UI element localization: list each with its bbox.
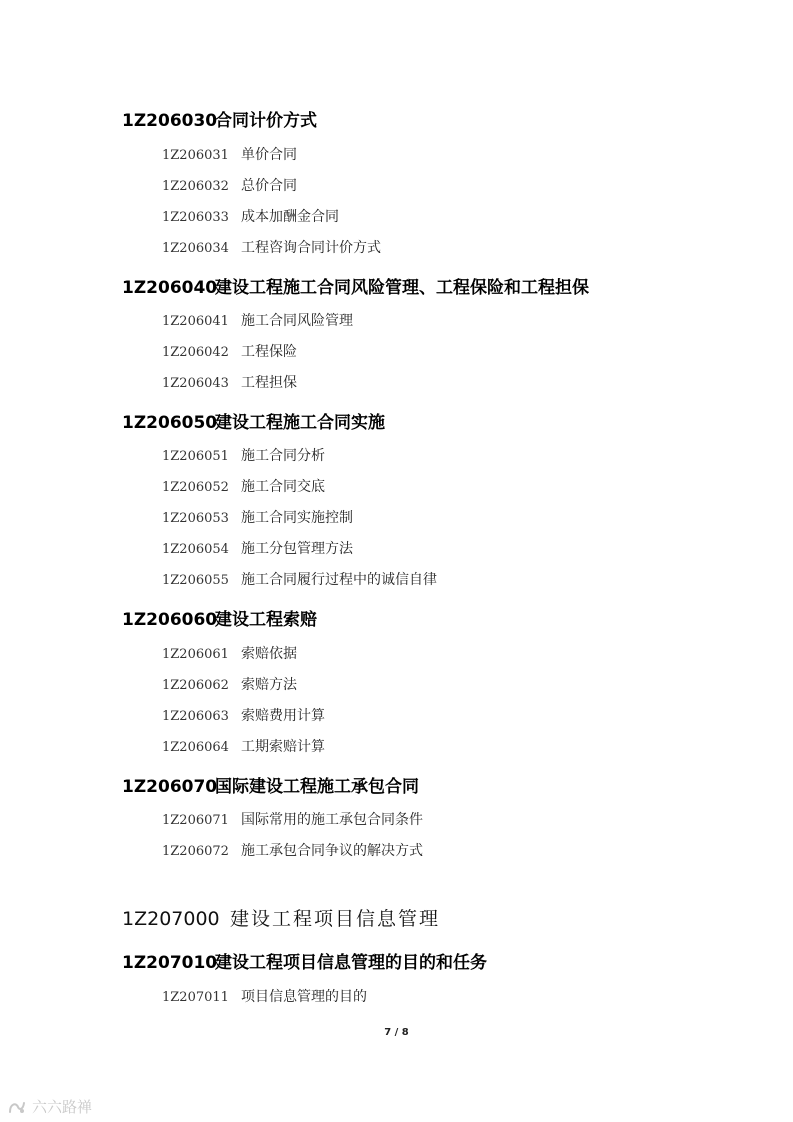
item-code: 1Z206053 [162, 511, 229, 526]
section-code: 1Z206060 [122, 610, 218, 630]
watermark-logo-icon [8, 1100, 26, 1114]
item-code: 1Z206055 [162, 573, 229, 588]
list-item [162, 476, 325, 496]
item-code: 1Z206031 [162, 148, 229, 163]
chapter-code: 1Z207000 [122, 908, 220, 930]
section-code: 1Z206050 [122, 413, 218, 433]
item-code: 1Z206052 [162, 480, 229, 495]
list-item [162, 705, 325, 725]
list-item [162, 569, 437, 589]
section-code: 1Z206070 [122, 777, 218, 797]
item-title: 工程咨询合同计价方式 [241, 240, 381, 256]
section-heading [122, 106, 317, 131]
item-code: 1Z206071 [162, 813, 229, 828]
item-code: 1Z206072 [162, 844, 229, 859]
item-title: 施工合同风险管理 [241, 313, 353, 329]
section-title: 国际建设工程施工承包合同 [215, 777, 419, 797]
item-title: 施工承包合同争议的解决方式 [241, 843, 423, 859]
list-item [162, 643, 297, 663]
watermark-text: 六六路禅 [32, 1098, 93, 1116]
section-title: 合同计价方式 [215, 111, 317, 131]
item-code: 1Z206043 [162, 376, 229, 391]
list-item [162, 736, 325, 756]
item-title: 索赔方法 [241, 677, 297, 693]
section-title: 建设工程索赔 [215, 610, 317, 630]
item-title: 国际常用的施工承包合同条件 [241, 812, 423, 828]
item-title: 单价合同 [241, 147, 297, 163]
section-code: 1Z206040 [122, 278, 218, 298]
item-code: 1Z206041 [162, 314, 229, 329]
item-code: 1Z206032 [162, 179, 229, 194]
watermark [8, 1096, 92, 1117]
list-item [162, 237, 381, 257]
list-item [162, 310, 353, 330]
list-item [162, 175, 297, 195]
item-code: 1Z206033 [162, 210, 229, 225]
list-item [162, 507, 353, 527]
item-title: 工程担保 [241, 375, 297, 391]
item-code: 1Z206042 [162, 345, 229, 360]
item-code: 1Z206054 [162, 542, 229, 557]
item-code: 1Z206063 [162, 709, 229, 724]
list-item [162, 986, 367, 1006]
item-title: 施工合同分析 [241, 448, 325, 464]
item-code: 1Z206034 [162, 241, 229, 256]
item-title: 项目信息管理的目的 [241, 989, 367, 1005]
item-code: 1Z206062 [162, 678, 229, 693]
item-title: 工期索赔计算 [241, 739, 325, 755]
item-code: 1Z206051 [162, 449, 229, 464]
section-heading [122, 605, 317, 630]
section-heading [122, 772, 419, 797]
chapter-heading [122, 904, 440, 931]
list-item [162, 144, 297, 164]
section-title: 建设工程施工合同实施 [215, 413, 385, 433]
item-code: 1Z207011 [162, 990, 229, 1005]
section-title: 建设工程项目信息管理的目的和任务 [215, 953, 487, 973]
section-code: 1Z206030 [122, 111, 218, 131]
item-title: 施工合同交底 [241, 479, 325, 495]
list-item [162, 341, 297, 361]
list-item [162, 809, 423, 829]
item-title: 施工合同实施控制 [241, 510, 353, 526]
list-item [162, 372, 297, 392]
item-title: 索赔依据 [241, 646, 297, 662]
item-title: 总价合同 [241, 178, 297, 194]
list-item [162, 206, 339, 226]
item-title: 工程保险 [241, 344, 297, 360]
section-title: 建设工程施工合同风险管理、工程保险和工程担保 [215, 278, 589, 298]
list-item [162, 538, 353, 558]
chapter-title: 建设工程项目信息管理 [230, 908, 441, 930]
list-item [162, 674, 297, 694]
item-code: 1Z206061 [162, 647, 229, 662]
item-title: 成本加酬金合同 [241, 209, 339, 225]
section-heading [122, 273, 589, 298]
item-code: 1Z206064 [162, 740, 229, 755]
section-code: 1Z207010 [122, 953, 218, 973]
list-item [162, 840, 423, 860]
item-title: 施工分包管理方法 [241, 541, 353, 557]
section-heading [122, 408, 385, 433]
list-item [162, 445, 325, 465]
item-title: 施工合同履行过程中的诚信自律 [241, 572, 437, 588]
item-title: 索赔费用计算 [241, 708, 325, 724]
section-heading [122, 948, 487, 973]
page-number: 7 / 8 [384, 1027, 409, 1038]
